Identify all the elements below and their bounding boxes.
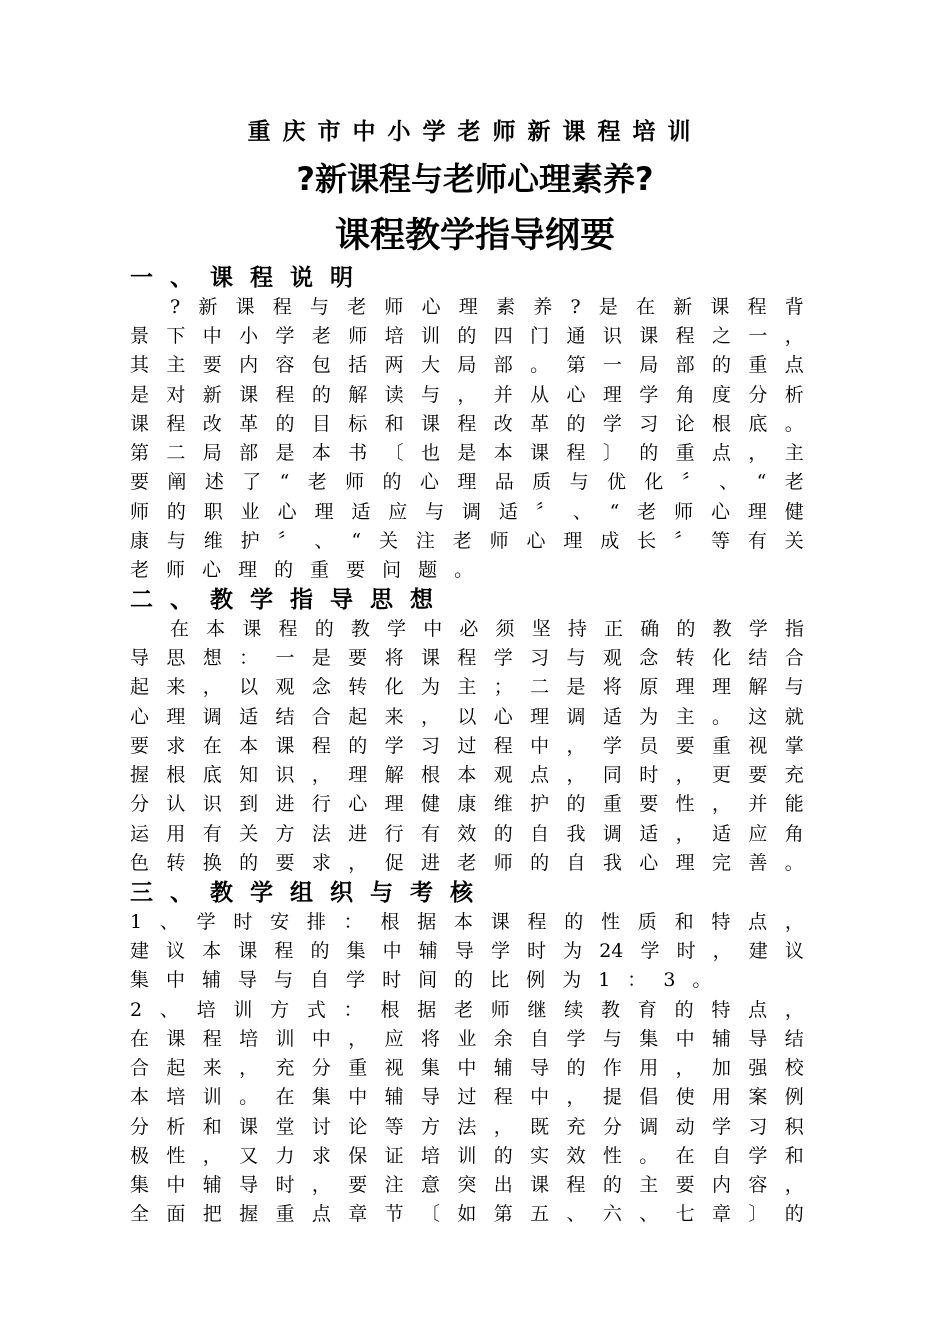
paragraph-line: 集 中 辅 导 与 自 学 时 间 的 比 例 为 1 ： 3 。: [130, 969, 712, 991]
paragraph-line: 课 程 改 革 的 目 标 和 课 程 改 革 的 学 习 论 根 底 。: [130, 413, 804, 435]
paragraph-line: 心 理 调 适 结 合 起 来 ， 以 心 理 调 适 为 主 。 这 就: [130, 706, 804, 728]
paragraph-line: 起 来 ， 以 观 念 转 化 为 主 ； 二 是 将 原 理 理 解 与: [130, 676, 804, 698]
paragraph-line: 要 阐 述 了 “ 老 师 的 心 理 品 质 与 优 化 〞 、 “ 老: [130, 471, 804, 493]
paragraph-line: 合 起 来 ， 充 分 重 视 集 中 辅 导 的 作 用 ， 加 强 校: [130, 1057, 804, 1079]
paragraph-line: 其 主 要 内 容 包 括 两 大 局 部 。 第 一 局 部 的 重 点: [130, 354, 804, 376]
paragraph-line: 要 求 在 本 课 程 的 学 习 过 程 中 ， 学 员 要 重 视 掌: [130, 735, 804, 757]
paragraph-line: 在 本 课 程 的 教 学 中 必 须 坚 持 正 确 的 教 学 指: [170, 618, 804, 640]
paragraph-line: 色 转 换 的 要 求 ， 促 进 老 师 的 自 我 心 理 完 善 。: [130, 852, 804, 874]
paragraph-line: 极 性 ， 又 力 求 保 证 培 训 的 实 效 性 。 在 自 学 和: [130, 1145, 804, 1167]
title-line-1: 重庆市中小学老师新课程培训: [247, 119, 703, 145]
paragraph-line: 老 师 心 理 的 重 要 问 题 。: [130, 559, 474, 581]
paragraph-line: ? 新 课 程 与 老 师 心 理 素 养 ? 是 在 新 课 程 背: [170, 296, 804, 318]
paragraph-line: 第 二 局 部 是 本 书 〔 也 是 本 课 程 〕 的 重 点 ， 主: [130, 442, 804, 464]
section-heading-3: 三、教学组织与考核: [130, 880, 490, 906]
paragraph-line: 景 下 中 小 学 老 师 培 训 的 四 门 通 识 课 程 之 一 ，: [130, 325, 804, 347]
paragraph-line: 康 与 维 护 〞 、 “ 关 注 老 师 心 理 成 长 〞 等 有 关: [130, 530, 804, 552]
paragraph-line: 导 思 想 ： 一 是 要 将 课 程 学 习 与 观 念 转 化 结 合: [130, 647, 804, 669]
paragraph-line: 分 析 和 课 堂 讨 论 等 方 法 ， 既 充 分 调 动 学 习 积: [130, 1116, 804, 1138]
paragraph-line: 握 根 底 知 识 ， 理 解 根 本 观 点 ， 同 时 ， 更 要 充: [130, 764, 804, 786]
title-line-3: 课程教学指导纲要: [334, 216, 615, 256]
paragraph-line: 1 、 学 时 安 排 ： 根 据 本 课 程 的 性 质 和 特 点 ，: [130, 911, 804, 933]
title-line-2: ?新课程与老师心理素养?: [296, 160, 654, 198]
section-heading-1: 一、课程说明: [130, 265, 370, 291]
paragraph-line: 建 议 本 课 程 的 集 中 辅 导 学 时 为 24 学 时 ， 建 议: [130, 940, 804, 962]
paragraph-line: 是 对 新 课 程 的 解 读 与 ， 并 从 心 理 学 角 度 分 析: [130, 384, 804, 406]
paragraph-line: 分 认 识 到 进 行 心 理 健 康 维 护 的 重 要 性 ， 并 能: [130, 793, 804, 815]
paragraph-line: 集 中 辅 导 时 ， 要 注 意 突 出 课 程 的 主 要 内 容 ，: [130, 1174, 804, 1196]
paragraph-line: 本 培 训 。 在 集 中 辅 导 过 程 中 ， 提 倡 使 用 案 例: [130, 1086, 804, 1108]
paragraph-line: 运 用 有 关 方 法 进 行 有 效 的 自 我 调 适 ， 适 应 角: [130, 823, 804, 845]
paragraph-line: 师 的 职 业 心 理 适 应 与 调 适 〞 、 “ 老 师 心 理 健: [130, 501, 804, 523]
paragraph-line: 全 面 把 握 重 点 章 节 〔 如 第 五 、 六 、 七 章 〕 的: [130, 1203, 804, 1225]
paragraph-line: 2 、 培 训 方 式 ： 根 据 老 师 继 续 教 育 的 特 点 ，: [130, 999, 804, 1021]
section-heading-2: 二、教学指导思想: [130, 587, 450, 613]
paragraph-line: 在 课 程 培 训 中 ， 应 将 业 余 自 学 与 集 中 辅 导 结: [130, 1028, 804, 1050]
